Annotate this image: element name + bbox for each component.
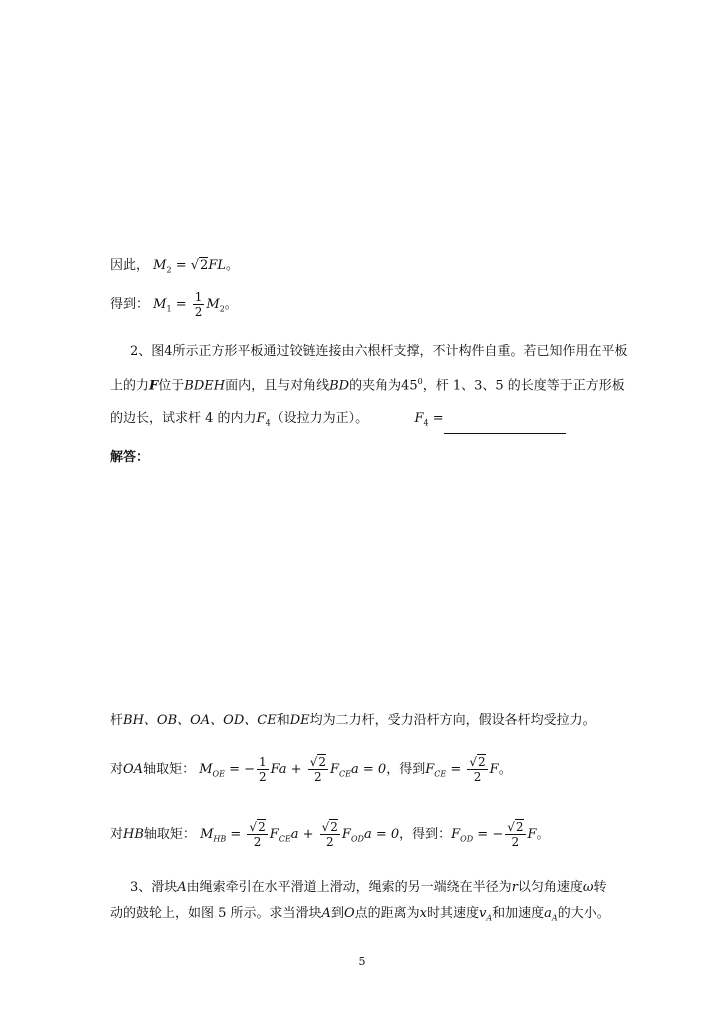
m1-den: 2 [194, 305, 203, 319]
oa-num2: 2 [318, 755, 326, 769]
oa-m: M [199, 762, 213, 777]
hb-m: M [200, 827, 214, 842]
oa-num1: 1 [259, 755, 267, 769]
p3-l2-b: 到 [330, 906, 344, 921]
oa-res-f2: F [489, 762, 499, 777]
p3-l2-a: 动的鼓轮上，如图 5 所示。求当滑块 [110, 906, 322, 921]
sol-bars-a: 杆 [110, 713, 124, 728]
p3-a: A [177, 880, 187, 895]
m1-rhs: M [206, 297, 220, 312]
hb-res-f: F [451, 827, 461, 842]
oa-get: ，得到 [386, 762, 426, 777]
p3-omega: ω [582, 880, 594, 895]
p2-degree: 0 [417, 377, 423, 386]
oa-frac2: $\frac{√2}{2}$ [309, 755, 326, 784]
hb-res-sub: OD [460, 834, 474, 844]
problem3-line2 [110, 904, 610, 929]
hb-f2: F [341, 827, 351, 842]
m2-line [110, 256, 239, 281]
p2-l3-a: 的边长，试求杆 4 的内力 [110, 411, 257, 426]
oa-res-sub: CE [434, 769, 447, 779]
m1-lhs: M [153, 297, 167, 312]
hb-moment-line [110, 820, 550, 854]
oa-plus: + [286, 762, 306, 777]
oa-eq: = − [224, 762, 255, 777]
page-number: 5 [358, 955, 366, 968]
m1-sub: 1 [166, 304, 172, 314]
p2-l2-e: ，杆 1、3、5 的长度等于正方形板 [422, 378, 625, 394]
hb-b: 轴取矩： [143, 827, 196, 842]
p2-l2-b: 位于 [158, 378, 185, 394]
m2-sqrt-sign: √ [190, 258, 200, 273]
m1-line [110, 290, 238, 320]
hb-f2-sub: OD [350, 834, 364, 844]
m2-intro: 因此， [110, 258, 150, 273]
p2-angle: 45 [401, 378, 418, 394]
oa-m-sub: OE [212, 769, 225, 779]
oa-den1: 2 [259, 770, 267, 784]
hb-res-eq: = − [473, 827, 504, 842]
oa-end: 。 [498, 762, 512, 777]
p2-l2-d: 的夹角为 [349, 378, 402, 394]
oa-res-frac: $\frac{√2}{2}$ [469, 755, 486, 784]
answer-label-text: 解答： [110, 450, 150, 465]
hb-get: ，得到： [399, 827, 452, 842]
sol-bars-list: BH、OB、OA、OD、CE [123, 713, 277, 728]
p2-l2-a: 上的力 [110, 378, 150, 394]
p2-l2-c: 面内，且与对角线 [225, 378, 330, 394]
answer-label [110, 448, 149, 468]
solution-bars-line [110, 711, 596, 731]
oa-res-num: 2 [478, 755, 486, 769]
hb-frac1: $\frac{√2}{2}$ [249, 820, 266, 849]
oa-res-eq: = [446, 762, 466, 777]
sol-bars-de: DE [289, 713, 310, 728]
p3-a2: A [321, 906, 331, 921]
p2-answer-eq: = [428, 411, 444, 426]
oa-f: F [330, 762, 340, 777]
problem2-line3 [110, 409, 566, 434]
m2-eq: = [171, 258, 191, 273]
hb-den2: 2 [325, 835, 334, 849]
oa-f-sub: CE [339, 769, 351, 779]
m1-fraction [193, 290, 205, 319]
oa-frac1 [257, 755, 269, 784]
m2-sub: 2 [166, 265, 172, 275]
p2-l3-b: （设拉力为正）。 [270, 411, 369, 426]
answer-blank [444, 419, 566, 434]
p2-answer-f: F [414, 411, 424, 426]
p3-v: v [479, 906, 487, 921]
p2-force-f: F [149, 378, 159, 394]
p3-l2-d: 时其速度 [426, 906, 479, 921]
hb-res-den: 2 [511, 835, 520, 849]
m2-rhs: FL [208, 258, 226, 273]
oa-den2: 2 [314, 770, 322, 784]
p3-acc: a [544, 906, 552, 921]
p3-l1-a: 3、滑块 [130, 880, 178, 895]
m2-sqrt-val: 2 [200, 258, 209, 273]
p3-o: O [343, 906, 355, 921]
m2-lhs: M [153, 258, 167, 273]
m1-rhs-sub: 2 [219, 304, 225, 314]
p3-acc-sub: A [551, 913, 558, 923]
problem2-line1 [130, 342, 628, 362]
p2-f4-sub: 4 [265, 418, 271, 428]
p2-f4: F [256, 411, 266, 426]
p2-plane: BDEH [184, 378, 226, 394]
hb-num2: 2 [330, 820, 338, 834]
hb-a1: a + [290, 827, 318, 842]
oa-axis: OA [123, 762, 144, 777]
sol-bars-b: 均为二力杆，受力沿杆方向，假设各杆均受拉力。 [309, 713, 596, 728]
oa-a2: a = 0 [351, 762, 387, 777]
hb-f1: F [269, 827, 279, 842]
hb-a2: a = 0 [363, 827, 400, 842]
p3-v-sub: A [486, 913, 493, 923]
hb-eq: = [226, 827, 246, 842]
p3-l1-b: 由绳索牵引在水平滑道上滑动，绳索的另一端绕在半径为 [186, 880, 512, 895]
m1-end: 。 [224, 297, 238, 312]
hb-res-f2: F [527, 827, 537, 842]
m2-end: 。 [225, 258, 239, 273]
problem3-line1 [130, 878, 607, 898]
hb-num1: 2 [258, 820, 266, 834]
p3-l2-c: 点的距离为 [354, 906, 420, 921]
p2-bd: BD [329, 378, 350, 394]
p3-l1-d: 转 [593, 880, 607, 895]
m1-intro: 得到： [110, 297, 150, 312]
hb-frac2: $\frac{√2}{2}$ [321, 820, 338, 849]
problem2-text1: 2、图4所示正方形平板通过铰链连接由六根杆支撑，不计构件自重。若已知作用在平板 [130, 344, 628, 359]
oa-res-den: 2 [473, 770, 482, 784]
oa-a: 对 [110, 762, 124, 777]
problem2-line2 [110, 372, 625, 396]
p3-l2-f: 的大小。 [557, 906, 610, 921]
oa-b: 轴取矩： [143, 762, 196, 777]
hb-m-sub: HB [213, 834, 227, 844]
sol-bars-and: 和 [276, 713, 290, 728]
hb-den1: 2 [253, 835, 262, 849]
hb-axis: HB [123, 827, 144, 842]
p3-x: x [419, 906, 427, 921]
hb-res-num: 2 [515, 820, 524, 834]
hb-res-frac: $\frac{√2}{2}$ [507, 820, 524, 849]
oa-fa: Fa [270, 762, 287, 777]
hb-f1-sub: CE [278, 834, 291, 844]
m1-num: 1 [194, 290, 203, 304]
p2-answer-sub: 4 [423, 418, 429, 428]
oa-moment-line [110, 755, 512, 789]
p3-l1-c: 以匀角速度 [517, 880, 583, 895]
p3-l2-e: 和加速度 [492, 906, 545, 921]
hb-a: 对 [110, 827, 124, 842]
hb-end: 。 [536, 827, 550, 842]
m1-eq: = [171, 297, 191, 312]
oa-res-f: F [425, 762, 435, 777]
p3-r: r [511, 880, 518, 895]
